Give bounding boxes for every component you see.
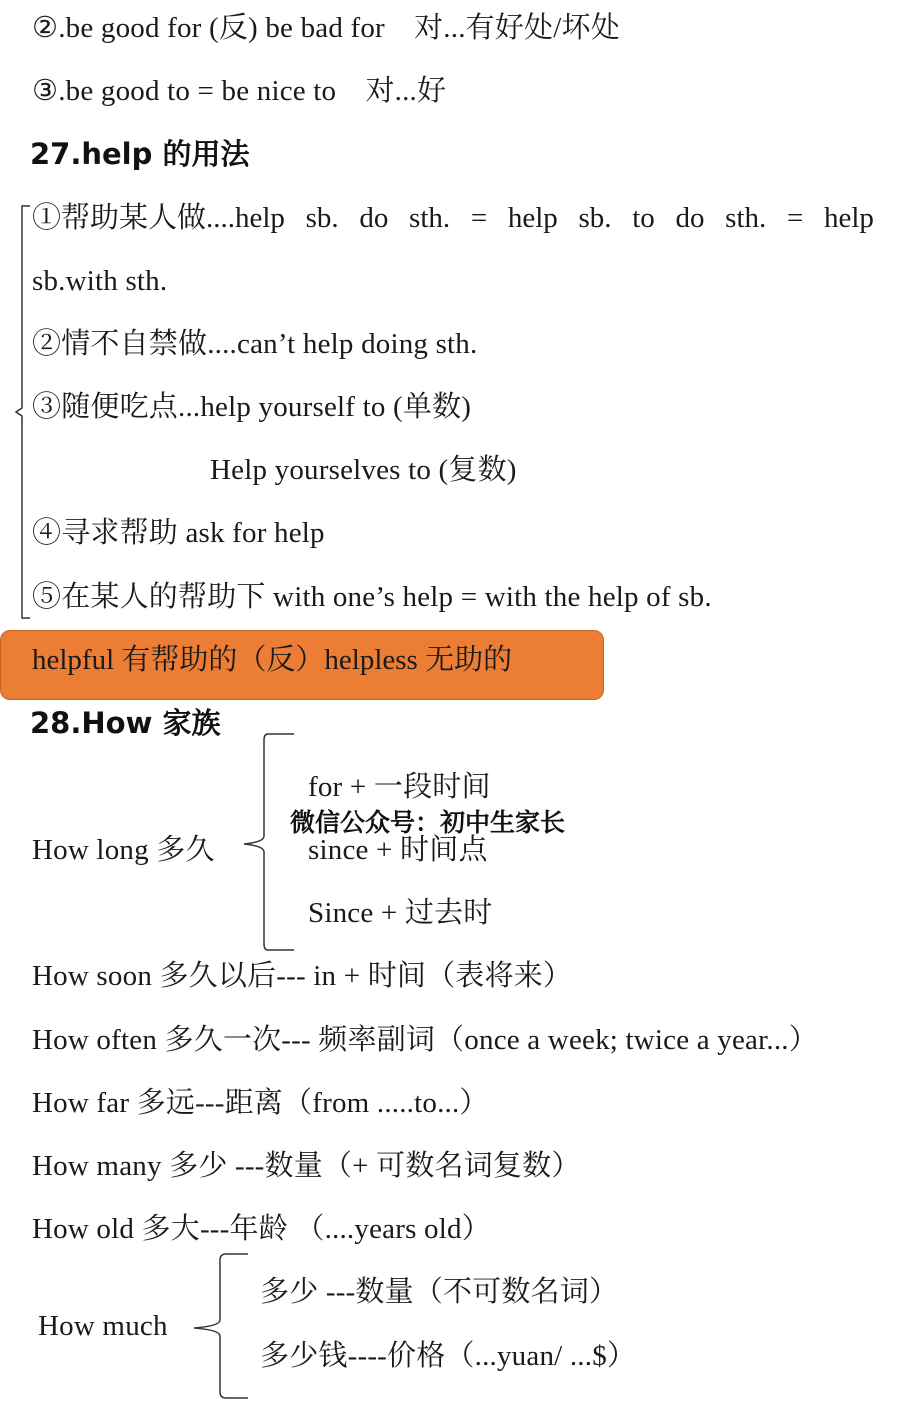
line-be-good-to: ③.be good to = be nice to 对...好 [32,75,447,107]
help-item-1 [32,198,874,238]
help-item-5: ⑤在某人的帮助下 with one’s help = with the help of sb. [32,581,712,613]
help-item-4: ④寻求帮助 ask for help [32,517,325,549]
help-item-1-word: ①帮助某人做....help [32,202,285,234]
line-be-good-for: ②.be good for (反) be bad for 对...有好处/坏处 [32,12,620,44]
how-often: How often 多久一次--- 频率副词（once a week; twice a year...） [32,1024,818,1056]
help-item-3: ③随便吃点...help yourself to (单数) [32,391,472,423]
how-old: How old 多大---年龄 （....years old） [32,1213,491,1245]
help-item-1-word: help [824,202,874,234]
how-long-label: How long 多久 [32,834,215,866]
section-heading-how: 28.How 家族 [30,706,221,740]
watermark-text: 微信公众号：初中生家长 [290,808,566,837]
how-much-option: 多少钱----价格（...yuan/ ...$） [260,1340,637,1372]
how-long-brace [240,732,300,954]
help-item-1-word: sth. [409,202,451,234]
help-section-bracket [14,202,34,622]
how-long-option: Since + 过去时 [308,897,493,929]
section-heading-help: 27.help 的用法 [30,137,250,171]
help-item-1-word: do [675,202,705,234]
help-item-1-word: = [786,202,804,234]
how-long-option: for + 一段时间 [308,771,491,803]
how-much-label: How much [38,1310,168,1342]
how-much-option: 多少 ---数量（不可数名词） [260,1276,619,1308]
help-item-1-word: sth. [725,202,767,234]
how-soon: How soon 多久以后--- in + 时间（表将来） [32,960,573,992]
how-many: How many 多少 ---数量（+ 可数名词复数） [32,1150,581,1182]
help-item-1-word: help [507,202,558,234]
help-item-1-word: do [359,202,389,234]
how-far: How far 多远---距离（from .....to...） [32,1087,489,1119]
help-item-2: ②情不自禁做....can’t help doing sth. [32,328,478,360]
help-item-1-continued: sb.with sth. [32,265,168,297]
help-item-1-word: = [470,202,488,234]
help-item-1-word: sb. [305,202,339,234]
help-item-1-word: sb. [578,202,612,234]
help-item-3-plural: Help yourselves to (复数) [210,454,517,486]
highlight-text: helpful 有帮助的（反）helpless 无助的 [32,644,513,676]
help-item-1-word: to [632,202,655,234]
how-much-brace [190,1252,250,1402]
how-long-option: since + 时间点 [308,834,488,866]
